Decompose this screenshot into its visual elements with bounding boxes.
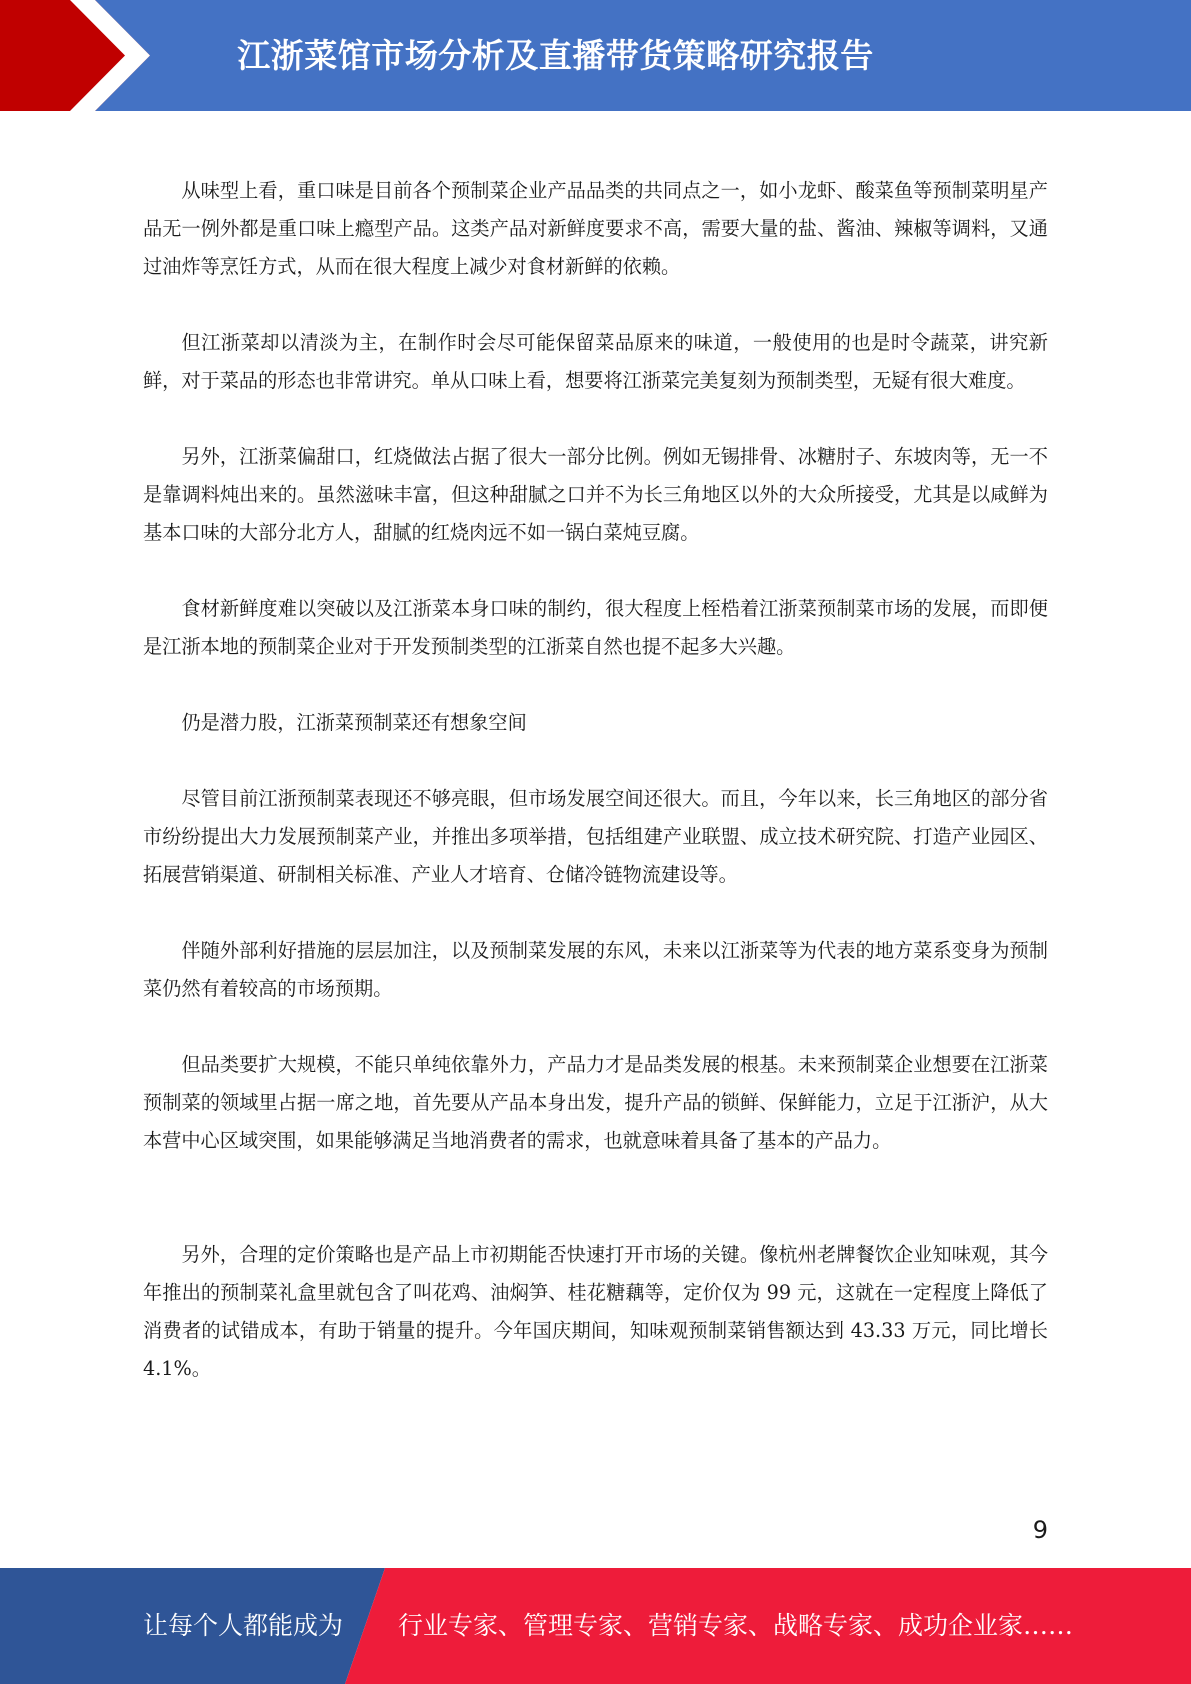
paragraph: 另外，合理的定价策略也是产品上市初期能否快速打开市场的关键。像杭州老牌餐饮企业知味观，其今年推出的预制菜礼盒里就包含了叫花鸡、油焖笋、桂花糖藕等，定价仅为 99 元，这就在一定程度上降低了消费者的试错成本，有助于销量的提升。今年国庆期间，知味观预制菜销售额达到 43.33 万元，同比增长 4.1%。 [143,1243,1048,1380]
paragraph: 从味型上看，重口味是目前各个预制菜企业产品品类的共同点之一，如小龙虾、酸菜鱼等预制菜明星产品无一例外都是重口味上瘾型产品。这类产品对新鲜度要求不高，需要大量的盐、酱油、辣椒等调料，又通过油炸等烹饪方式，从而在很大程度上减少对食材新鲜的依赖。 [143,179,1048,278]
footer-slogan-right: 行业专家、管理专家、营销专家、战略专家、成功企业家…… [398,1611,1074,1640]
paragraph: 但江浙菜却以清淡为主，在制作时会尽可能保留菜品原来的味道，一般使用的也是时令蔬菜，讲究新鲜，对于菜品的形态也非常讲究。单从口味上看，想要将江浙菜完美复刻为预制类型，无疑有很大难度。 [143,331,1048,392]
section-heading: 仍是潜力股，江浙菜预制菜还有想象空间 [181,711,527,734]
paragraph: 但品类要扩大规模，不能只单纯依靠外力，产品力才是品类发展的根基。未来预制菜企业想要在江浙菜预制菜的领域里占据一席之地，首先要从产品本身出发，提升产品的锁鲜、保鲜能力，立足于江浙沪，从大本营中心区域突围，如果能够满足当地消费者的需求，也就意味着具备了基本的产品力。 [143,1053,1048,1152]
footer-banner [0,1568,1191,1684]
paragraph: 食材新鲜度难以突破以及江浙菜本身口味的制约，很大程度上桎梏着江浙菜预制菜市场的发展，而即便是江浙本地的预制菜企业对于开发预制类型的江浙菜自然也提不起多大兴趣。 [143,597,1048,658]
header-chevron-icon [0,0,160,111]
paragraph: 伴随外部利好措施的层层加注，以及预制菜发展的东风，未来以江浙菜等为代表的地方菜系变身为预制菜仍然有着较高的市场预期。 [143,939,1048,1000]
report-title: 江浙菜馆市场分析及直播带货策略研究报告 [237,36,874,75]
page-number: 9 [1032,1516,1048,1544]
article-body [143,172,1048,1388]
paragraph: 另外，江浙菜偏甜口，红烧做法占据了很大一部分比例。例如无锡排骨、冰糖肘子、东坡肉等，无一不是靠调料炖出来的。虽然滋味丰富，但这种甜腻之口并不为长三角地区以外的大众所接受，尤其是以咸鲜为基本口味的大部分北方人，甜腻的红烧肉远不如一锅白菜炖豆腐。 [143,445,1048,544]
footer-slogan-left: 让每个人都能成为 [143,1611,344,1640]
paragraph: 尽管目前江浙预制菜表现还不够亮眼，但市场发展空间还很大。而且，今年以来，长三角地区的部分省市纷纷提出大力发展预制菜产业，并推出多项举措，包括组建产业联盟、成立技术研究院、打造产业园区、拓展营销渠道、研制相关标准、产业人才培育、仓储冷链物流建设等。 [143,787,1048,886]
header-bar [0,0,1191,111]
